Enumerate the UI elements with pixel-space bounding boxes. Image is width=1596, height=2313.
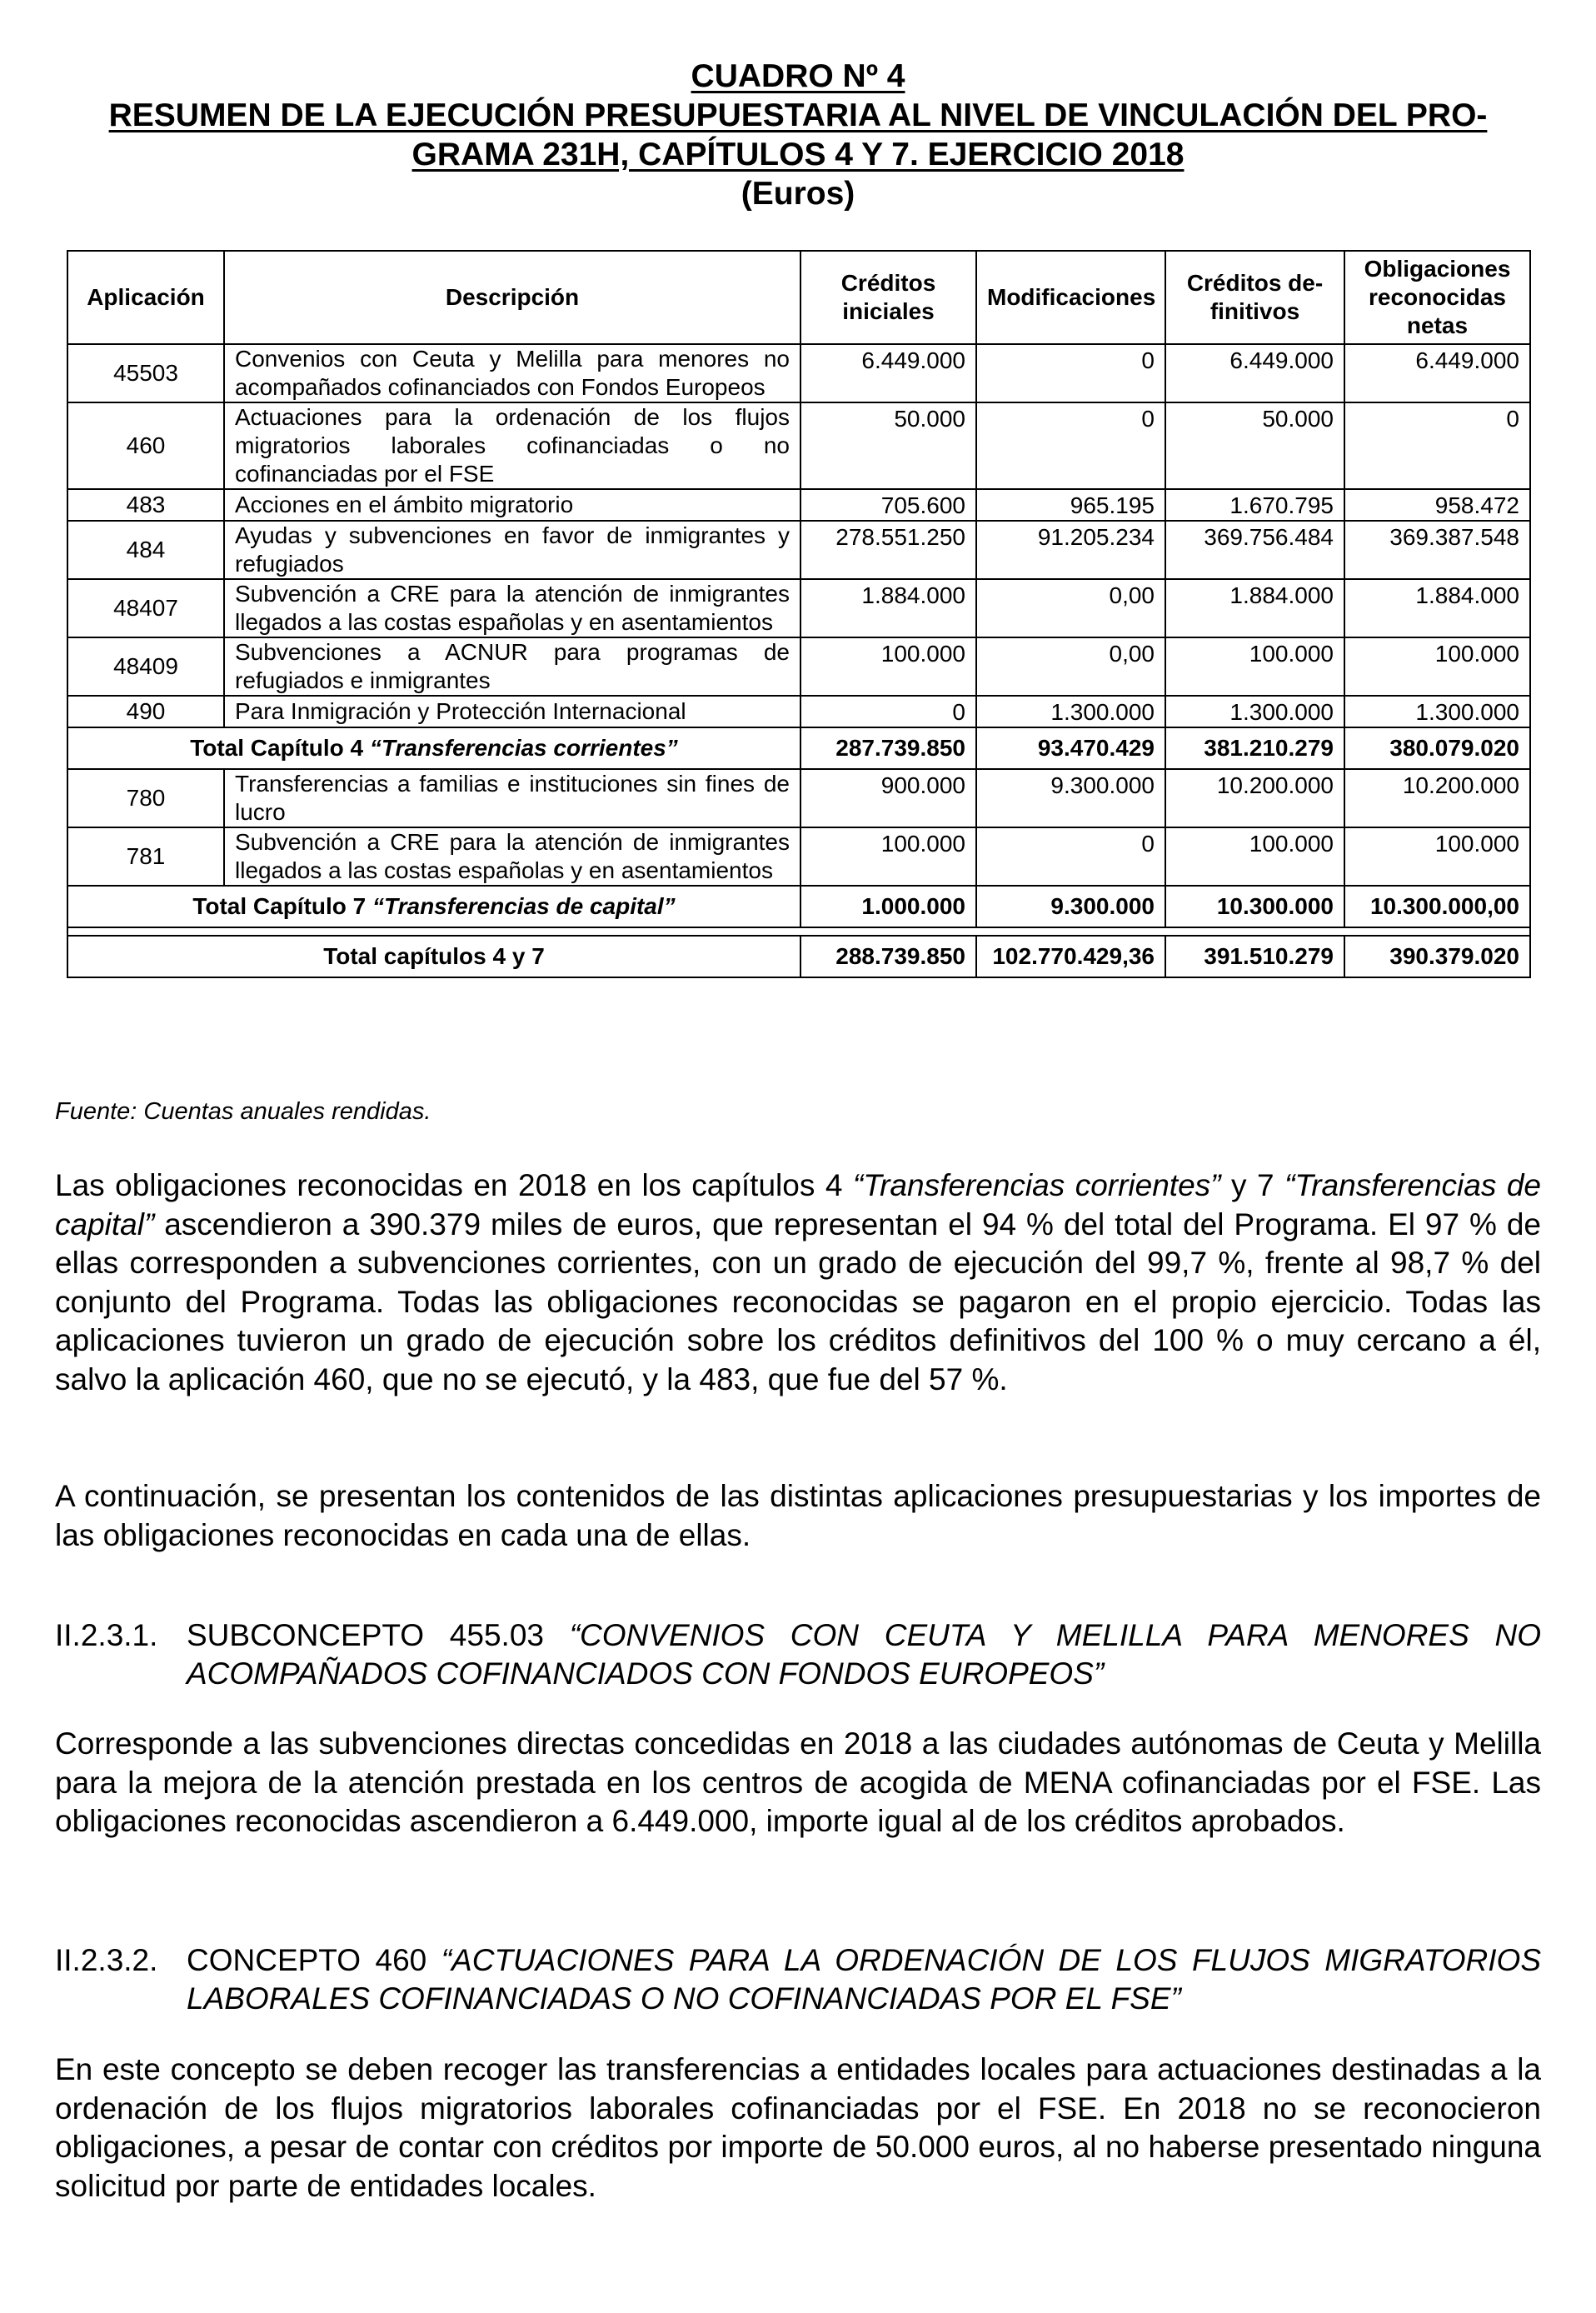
total-all-ini: 288.739.850	[800, 936, 976, 977]
cell-aplicacion: 48409	[67, 637, 224, 696]
paragraph-455-03: Corresponde a las subvenciones directas concedidas en 2018 a las ciudades autónomas de Ceuta y Melilla para la mejora de la atención prestada en los centros de acogida de MENA cofinanciadas por el FSE. Las obligaciones reconocidas ascendieron a 6.449.000, importe igual al de los créditos aprobados.	[55, 1726, 1541, 1838]
total-cap4-label-text: Total Capítulo 4	[190, 735, 364, 761]
cell-aplicacion: 780	[67, 769, 224, 827]
total-all-label: Total capítulos 4 y 7	[67, 936, 800, 977]
para1-a: Las obligaciones reconocidas en 2018 en los capítulos 4	[55, 1168, 843, 1202]
cell-obligaciones: 369.387.548	[1344, 521, 1530, 579]
cell-creditos-iniciales: 0	[800, 696, 976, 727]
para1-e: ascendieron a 390.379 miles de euros, que representan el 94 % del total del Programa. El 97 % de ellas corresponden a subvenciones corrientes, con un grado de ejecución del 99,7 %, frente al 98,7 % del conjunto del Programa. Todas las obligaciones reconocidas se pagaron en el propio ejercicio. Todas las aplicaciones tuvieron un grado de ejecución sobre los créditos definitivos del 100 % o muy cercano a él, salvo la aplicación 460, que no se ejecutó, y la 483, que fue del 57 %.	[55, 1206, 1542, 1396]
total-cap4-label	[67, 727, 800, 769]
table-source-note: Fuente: Cuentas anuales rendidas.	[55, 1098, 431, 1125]
title-line-1: CUADRO Nº 4	[691, 58, 905, 94]
total-cap7-row	[67, 886, 1530, 927]
cell-modificaciones: 91.205.234	[976, 521, 1165, 579]
total-all-obl: 390.379.020	[1344, 936, 1530, 977]
cell-creditos-iniciales: 705.600	[800, 489, 976, 521]
title-line-2: RESUMEN DE LA EJECUCIÓN PRESUPUESTARIA AL NIVEL DE VINCULACIÓN DEL PRO-	[108, 97, 1488, 133]
section-2-text	[187, 1941, 1541, 2018]
total-cap4-row	[67, 727, 1530, 769]
cell-aplicacion: 460	[67, 402, 224, 489]
cell-aplicacion: 483	[67, 489, 224, 521]
cell-creditos-iniciales: 278.551.250	[800, 521, 976, 579]
header-obligaciones: Obligaciones reconocidas netas	[1344, 251, 1530, 344]
cell-creditos-iniciales: 1.884.000	[800, 579, 976, 637]
section-2-title: “ACTUACIONES PARA LA ORDENACIÓN DE LOS FLUJOS MIGRATORIOS LABORALES COFINANCIADAS O NO COFINANCIADAS POR EL FSE”	[187, 1943, 1541, 2016]
total-cap7-obl: 10.300.000,00	[1344, 886, 1530, 927]
section-heading-455-03	[55, 1616, 1541, 1693]
cell-descripcion: Ayudas y subvenciones en favor de inmigrantes y refugiados	[224, 521, 800, 579]
table-row	[67, 637, 1530, 696]
cell-aplicacion: 781	[67, 827, 224, 886]
section-1-title: “CONVENIOS CON CEUTA Y MELILLA PARA MENORES NO ACOMPAÑADOS COFINANCIADOS CON FONDOS EUROPEOS”	[187, 1618, 1541, 1691]
header-creditos-iniciales: Créditos iniciales	[800, 251, 976, 344]
table-row	[67, 696, 1530, 727]
budget-table	[67, 250, 1531, 978]
section-2-label: CONCEPTO 460	[187, 1943, 427, 1977]
cell-descripcion: Transferencias a familias e instituciones sin fines de lucro	[224, 769, 800, 827]
cell-modificaciones: 0	[976, 402, 1165, 489]
total-cap4-obl: 380.079.020	[1344, 727, 1530, 769]
total-cap4-def: 381.210.279	[1165, 727, 1344, 769]
cell-obligaciones: 0	[1344, 402, 1530, 489]
cell-creditos-definitivos: 6.449.000	[1165, 344, 1344, 402]
cell-creditos-definitivos: 1.884.000	[1165, 579, 1344, 637]
cell-modificaciones: 0,00	[976, 637, 1165, 696]
cell-descripcion: Acciones en el ámbito migratorio	[224, 489, 800, 521]
table-header-row	[67, 251, 1530, 344]
header-aplicacion: Aplicación	[67, 251, 224, 344]
cell-modificaciones: 0	[976, 344, 1165, 402]
total-cap7-label	[67, 886, 800, 927]
cell-creditos-iniciales: 6.449.000	[800, 344, 976, 402]
table-title	[67, 57, 1529, 213]
table-row	[67, 769, 1530, 827]
total-cap7-label-text: Total Capítulo 7	[192, 893, 367, 919]
cell-descripcion: Convenios con Ceuta y Melilla para menores no acompañados cofinanciados con Fondos Europeos	[224, 344, 800, 402]
cell-modificaciones: 0	[976, 827, 1165, 886]
chapter-4-rows	[67, 344, 1530, 727]
cell-creditos-iniciales: 100.000	[800, 637, 976, 696]
table-spacer	[67, 927, 1530, 936]
cell-creditos-definitivos: 369.756.484	[1165, 521, 1344, 579]
cell-aplicacion: 48407	[67, 579, 224, 637]
total-cap4-mod: 93.470.429	[976, 727, 1165, 769]
paragraph-460: En este concepto se deben recoger las transferencias a entidades locales para actuaciones destinadas a la ordenación de los flujos migratorios laborales cofinanciadas por el FSE. En 2018 no se reconocieron obligaciones, a pesar de contar con créditos por importe de 50.000 euros, al no haberse presentado ninguna solicitud por parte de entidades locales.	[55, 2052, 1541, 2203]
cell-creditos-definitivos: 1.670.795	[1165, 489, 1344, 521]
chapter-7-rows	[67, 769, 1530, 886]
cell-modificaciones: 9.300.000	[976, 769, 1165, 827]
cell-obligaciones: 958.472	[1344, 489, 1530, 521]
header-descripcion: Descripción	[224, 251, 800, 344]
total-all-row	[67, 936, 1530, 977]
cell-creditos-definitivos: 1.300.000	[1165, 696, 1344, 727]
cell-descripcion: Actuaciones para la ordenación de los flujos migratorios laborales cofinanciadas o no cofinanciadas por el FSE	[224, 402, 800, 489]
header-modificaciones: Modificaciones	[976, 251, 1165, 344]
cell-modificaciones: 0,00	[976, 579, 1165, 637]
para1-d: “Transferencias de capital”	[55, 1168, 1541, 1241]
title-line-4: (Euros)	[741, 176, 855, 212]
cell-creditos-definitivos: 10.200.000	[1165, 769, 1344, 827]
total-all-def: 391.510.279	[1165, 936, 1344, 977]
cell-aplicacion: 45503	[67, 344, 224, 402]
table-row	[67, 489, 1530, 521]
cell-aplicacion: 484	[67, 521, 224, 579]
cell-creditos-definitivos: 100.000	[1165, 637, 1344, 696]
table-row	[67, 827, 1530, 886]
para1-c: y 7	[1230, 1168, 1274, 1202]
cell-obligaciones: 10.200.000	[1344, 769, 1530, 827]
title-line-3: GRAMA 231H, CAPÍTULOS 4 Y 7. EJERCICIO 2018	[411, 137, 1185, 172]
cell-creditos-definitivos: 100.000	[1165, 827, 1344, 886]
total-all-mod: 102.770.429,36	[976, 936, 1165, 977]
paragraph-summary	[55, 1166, 1541, 1399]
cell-creditos-iniciales: 50.000	[800, 402, 976, 489]
cell-obligaciones: 100.000	[1344, 637, 1530, 696]
cell-creditos-definitivos: 50.000	[1165, 402, 1344, 489]
cell-descripcion: Subvenciones a ACNUR para programas de refugiados e inmigrantes	[224, 637, 800, 696]
paragraph-intro: A continuación, se presentan los contenidos de las distintas aplicaciones presupuestarias y los importes de las obligaciones reconocidas en cada una de ellas.	[55, 1479, 1541, 1552]
cell-descripcion: Subvención a CRE para la atención de inmigrantes llegados a las costas españolas y en asentamientos	[224, 827, 800, 886]
section-1-text	[187, 1616, 1541, 1693]
total-cap7-label-italic: “Transferencias de capital”	[372, 893, 676, 919]
cell-obligaciones: 100.000	[1344, 827, 1530, 886]
para1-b: “Transferencias corrientes”	[852, 1168, 1221, 1202]
total-cap7-ini: 1.000.000	[800, 886, 976, 927]
section-1-label: SUBCONCEPTO 455.03	[187, 1618, 544, 1652]
cell-descripcion: Subvención a CRE para la atención de inmigrantes llegados a las costas españolas y en asentamientos	[224, 579, 800, 637]
cell-obligaciones: 1.884.000	[1344, 579, 1530, 637]
cell-modificaciones: 965.195	[976, 489, 1165, 521]
header-creditos-definitivos: Créditos de-finitivos	[1165, 251, 1344, 344]
cell-obligaciones: 1.300.000	[1344, 696, 1530, 727]
cell-descripcion: Para Inmigración y Protección Internacional	[224, 696, 800, 727]
table-row	[67, 402, 1530, 489]
section-heading-460	[55, 1941, 1541, 2018]
cell-creditos-iniciales: 900.000	[800, 769, 976, 827]
section-2-number: II.2.3.2.	[55, 1943, 158, 1977]
total-cap7-mod: 9.300.000	[976, 886, 1165, 927]
total-cap4-label-italic: “Transferencias corrientes”	[369, 735, 678, 761]
table-row	[67, 521, 1530, 579]
total-cap4-ini: 287.739.850	[800, 727, 976, 769]
cell-aplicacion: 490	[67, 696, 224, 727]
total-cap7-def: 10.300.000	[1165, 886, 1344, 927]
cell-obligaciones: 6.449.000	[1344, 344, 1530, 402]
section-1-number: II.2.3.1.	[55, 1618, 158, 1652]
cell-modificaciones: 1.300.000	[976, 696, 1165, 727]
table-row	[67, 579, 1530, 637]
table-row	[67, 344, 1530, 402]
cell-creditos-iniciales: 100.000	[800, 827, 976, 886]
